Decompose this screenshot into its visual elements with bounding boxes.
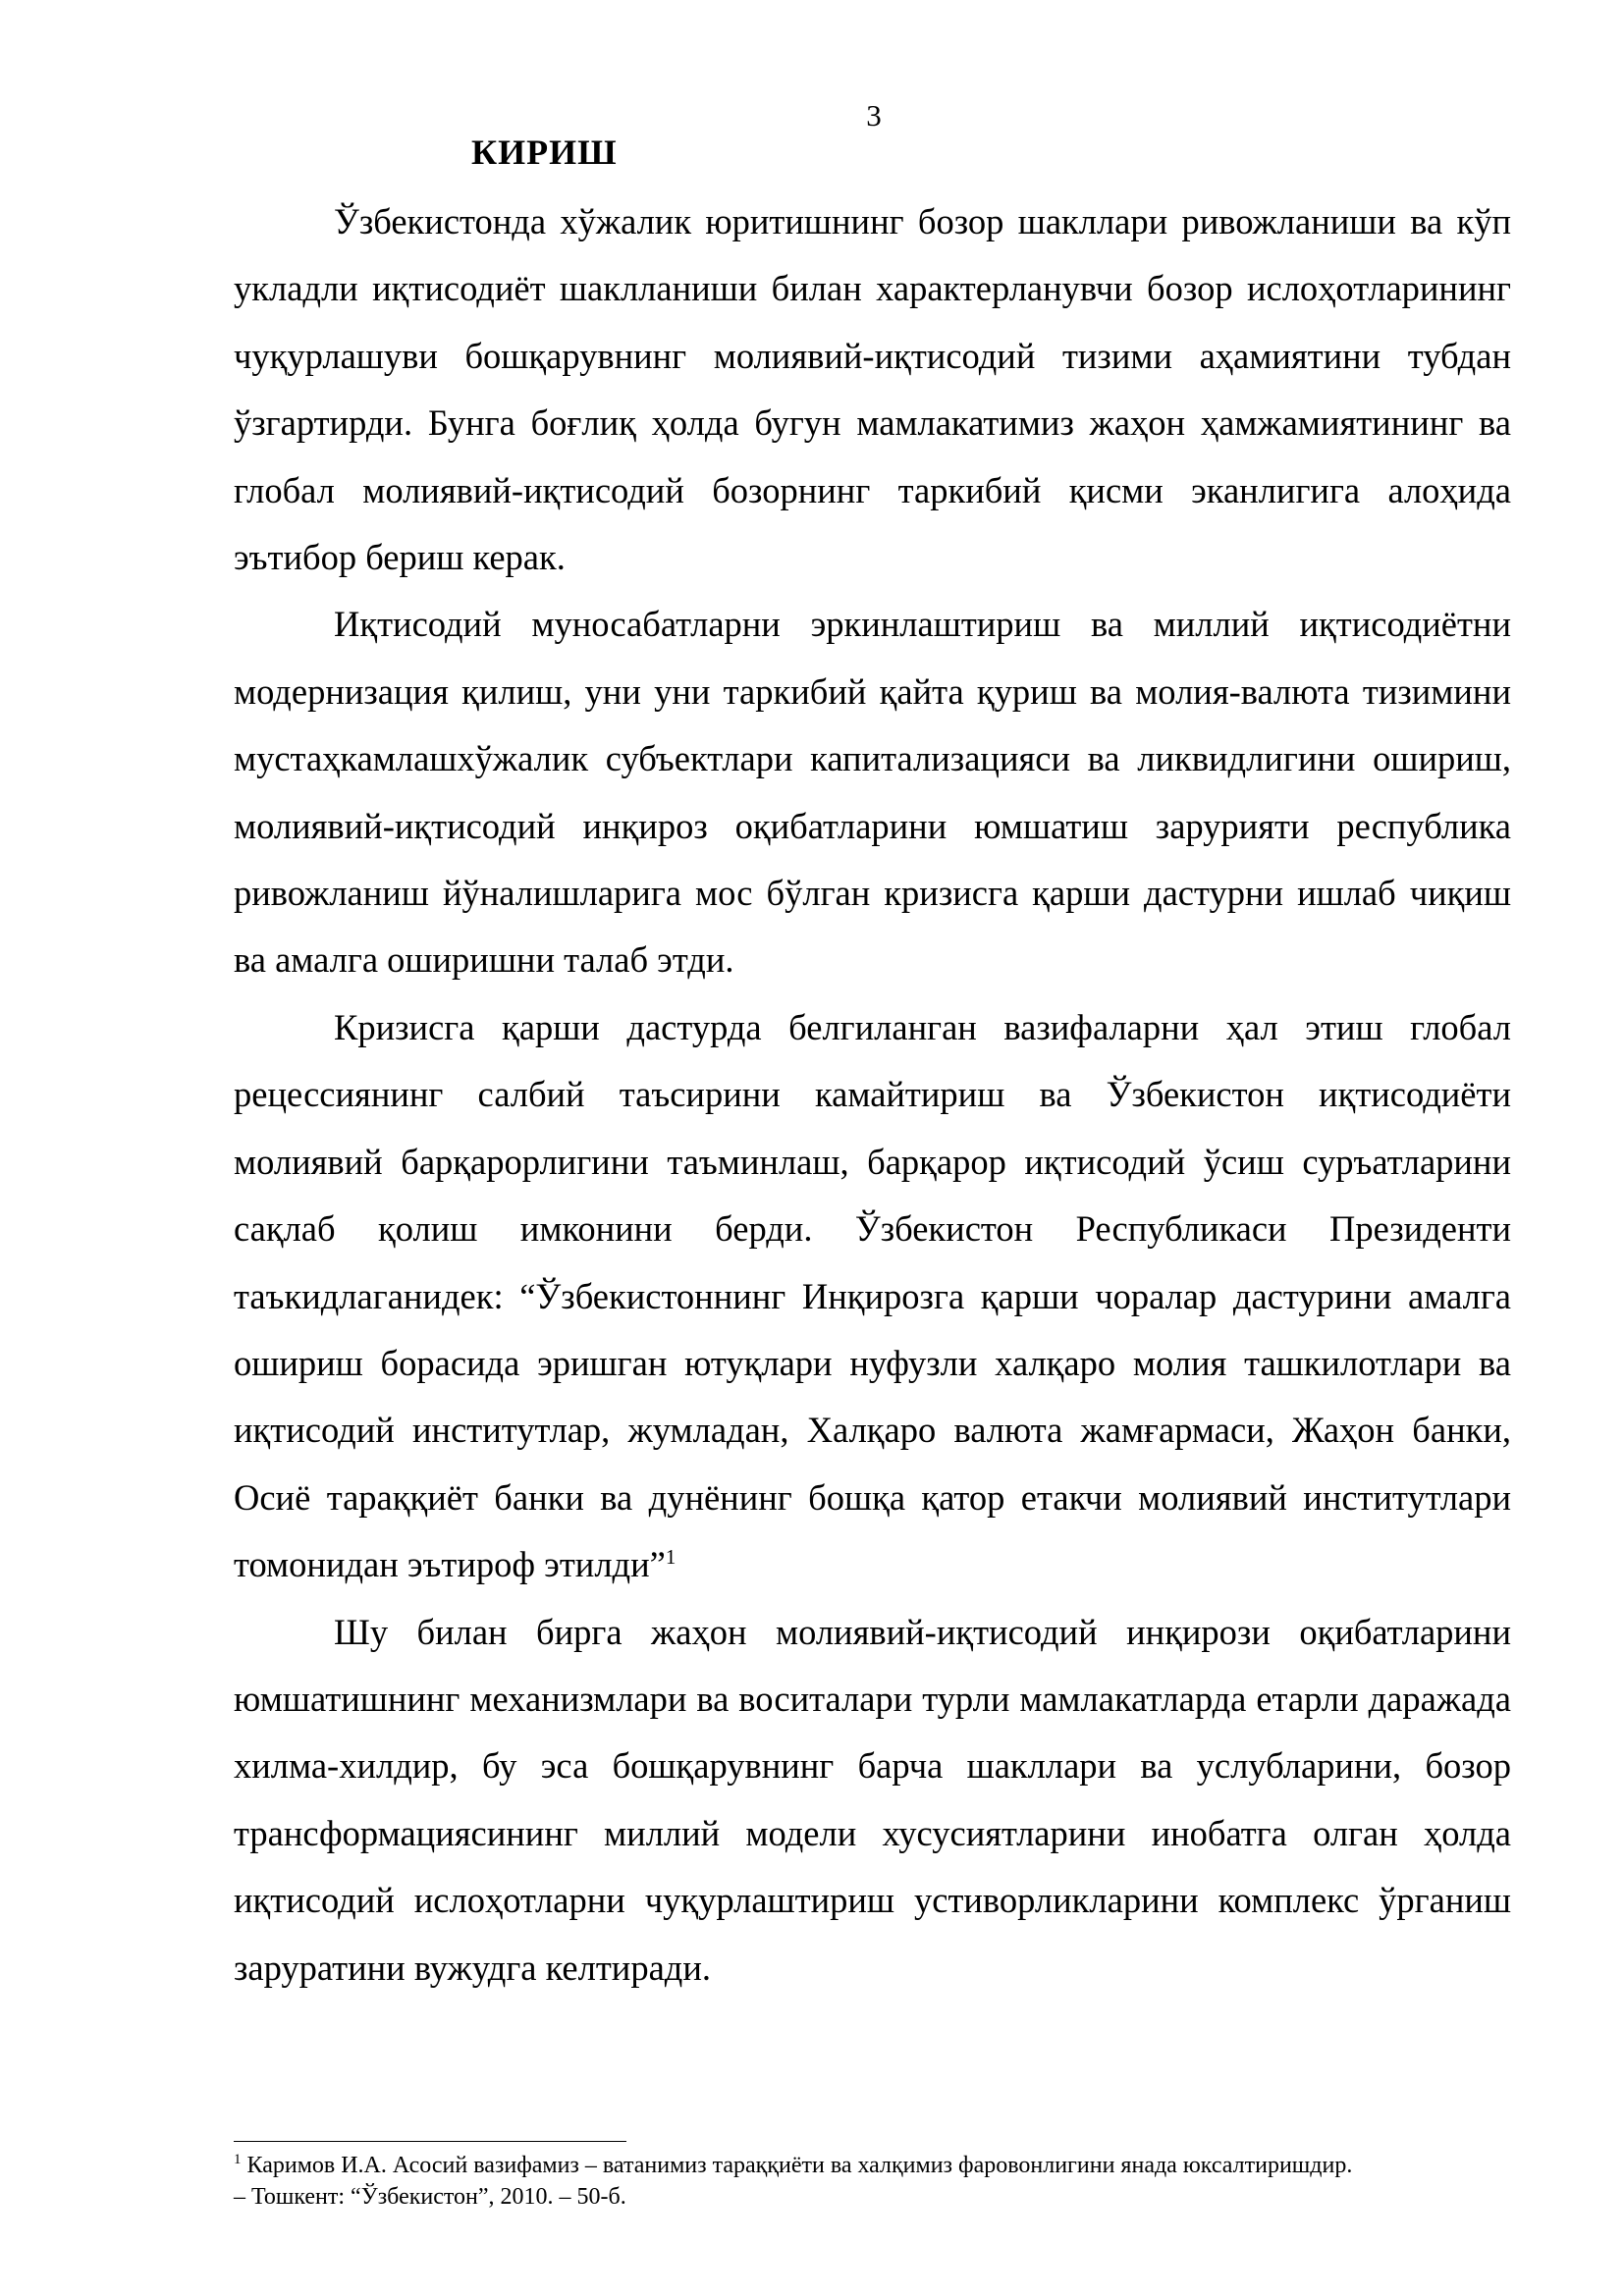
- paragraph-2: [234, 591, 1511, 993]
- paragraph-3-text: Кризисга қарши дастурда белгиланган вазифаларни ҳал этиш глобал рецессиянинг салбий таъсирини камайтириш ва Ўзбекистон иқтисодиёти молиявий барқарорлигини таъминлаш, барқарор иқтисодий ўсиш суръатларини сақлаб қолиш имконини берди. Ўзбекистон Республикаси Президенти таъкидлаганидек: “Ўзбекистоннинг Инқирозга қарши чоралар дастурини амалга ошириш борасида эришган ютуқлари нуфузли халқаро молия ташкилотлари ва иқтисодий институтлар, жумладан, Халқаро валюта жамғармаси, Жаҳон банки, Осиё тараққиёт банки ва дунёнинг бошқа қатор етакчи молиявий институтлари томонидан эътироф этилди”: [234, 1006, 1511, 1585]
- footnote-reference[interactable]: 1: [665, 1544, 677, 1569]
- paragraph-4-text: Шу билан бирга жаҳон молиявий-иқтисодий инқирози оқибатларини юмшатишнинг механизмлари ва воситалари турли мамлакатларда етарли даражада хилма-хилдир, бу эса бошқарувнинг барча шакллари ва услубларини, бозор трансформациясининг миллий модели хусусиятларини инобатга олган ҳолда иқтисодий ислоҳотларни чуқурлаштириш устиворликларини комплекс ўрганиш заруратини вужудга келтиради.: [234, 1611, 1511, 1988]
- paragraph-3: [234, 994, 1511, 1599]
- footnote-text: Каримов И.А. Асосий вазифамиз – ватанимиз тараққиёти ва халқимиз фаровонлигини янада юксалтиришдир. – Тошкент: “Ўзбекистон”, 2010. – 50-б.: [234, 2153, 1353, 2210]
- paragraph-4: [234, 1599, 1511, 2002]
- section-heading: КИРИШ: [471, 133, 618, 172]
- footnote-separator: [234, 2141, 626, 2142]
- footnote: [234, 2150, 1363, 2213]
- paragraph-1-text: Ўзбекистонда хўжалик юритишнинг бозор шакллари ривожланиши ва кўп укладли иқтисодиёт шаклланиши билан характерланувчи бозор ислоҳотларининг чуқурлашуви бошқарувнинг молиявий-иқтисодий тизими аҳамиятини тубдан ўзгартирди. Бунга боғлиқ ҳолда бугун мамлакатимиз жаҳон ҳамжамиятининг ва глобал молиявий-иқтисодий бозорнинг таркибий қисми эканлигига алоҳида эътибор бериш керак.: [234, 201, 1511, 578]
- body-text: [234, 188, 1511, 2002]
- page-number: 3: [866, 98, 882, 133]
- paragraph-1: [234, 188, 1511, 591]
- footnote-marker: 1: [234, 2152, 242, 2167]
- paragraph-2-text: Иқтисодий муносабатларни эркинлаштириш ва миллий иқтисодиётни модернизация қилиш, уни уни таркибий қайта қуриш ва молия-валюта тизимини мустаҳкамлашхўжалик субъектлари капитализацияси ва ликвидлигини ошириш, молиявий-иқтисодий инқироз оқибатларини юмшатиш зарурияти республика ривожланиш йўналишларига мос бўлган кризисга қарши дастурни ишлаб чиқиш ва амалга оширишни талаб этди.: [234, 604, 1511, 981]
